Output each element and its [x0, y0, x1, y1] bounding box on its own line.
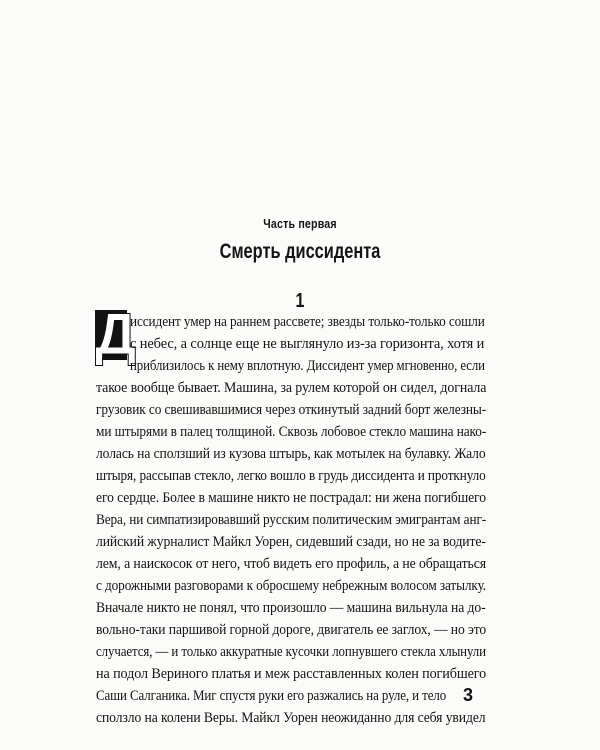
- text-line: лем, а наискосок от него, чтоб видеть его профиль, а не обращаться: [96, 556, 486, 572]
- text-line: штыря, рассыпав стекло, легко вошло в грудь диссидента и проткнуло: [96, 468, 486, 484]
- text-line: Вначале никто не понял, что произошло — машина вильнула на до-: [96, 600, 486, 616]
- drop-cap-letter: Д: [95, 302, 137, 367]
- text-line: случается, — и только аккуратные кусочки лопнувшего стекла хлынули: [96, 644, 486, 660]
- text-line: ми штырями в палец толщиной. Сквозь лобовое стекло машина нако-: [96, 424, 487, 440]
- text-line: Вера, ни симпатизировавший русским политическим эмигрантам анг-: [96, 512, 487, 528]
- text-line: Саши Салганика. Миг спустя руки его разжались на руле, и тело: [96, 688, 447, 704]
- page-number: 3: [463, 685, 474, 705]
- text-line: такое вообще бывает. Машина, за рулем которой он сидел, догнала: [96, 380, 487, 396]
- text-line: на подол Вериного платья и меж расставленных колен погибшего: [96, 666, 487, 682]
- text-line: лийский журналист Майкл Уорен, сидевший сзади, но не за водите-: [96, 534, 486, 550]
- text-line: приблизилось к нему вплотную. Диссидент умер мгновенно, если: [130, 358, 485, 374]
- text-line: грузовик со свешивавшимися через откинутый задний борт железны-: [96, 402, 487, 418]
- text-line: вольно-таки паршивой горной дороге, двигатель ее заглох, — но это: [96, 622, 487, 638]
- part-label: Часть первая: [263, 216, 337, 231]
- text-line: лолась на сползший из кузова штырь, как мотылек на булавку. Жало: [96, 446, 486, 462]
- chapter-title: Смерть диссидента: [219, 240, 381, 263]
- text-line: иссидент умер на раннем рассвете; звезды только-только сошли: [130, 314, 485, 330]
- text-line: сползло на колени Веры. Майкл Уорен неожиданно для себя увидел: [96, 710, 486, 726]
- text-line: с небес, а солнце еще не выглянуло из-за горизонта, хотя и: [130, 336, 485, 352]
- text-line: его сердце. Более в машине никто не пострадал: ни жена погибшего: [96, 490, 486, 506]
- section-number: 1: [295, 290, 305, 312]
- text-line: с дорожными разговорами к обросшему небрежным волосом затылку.: [96, 578, 486, 594]
